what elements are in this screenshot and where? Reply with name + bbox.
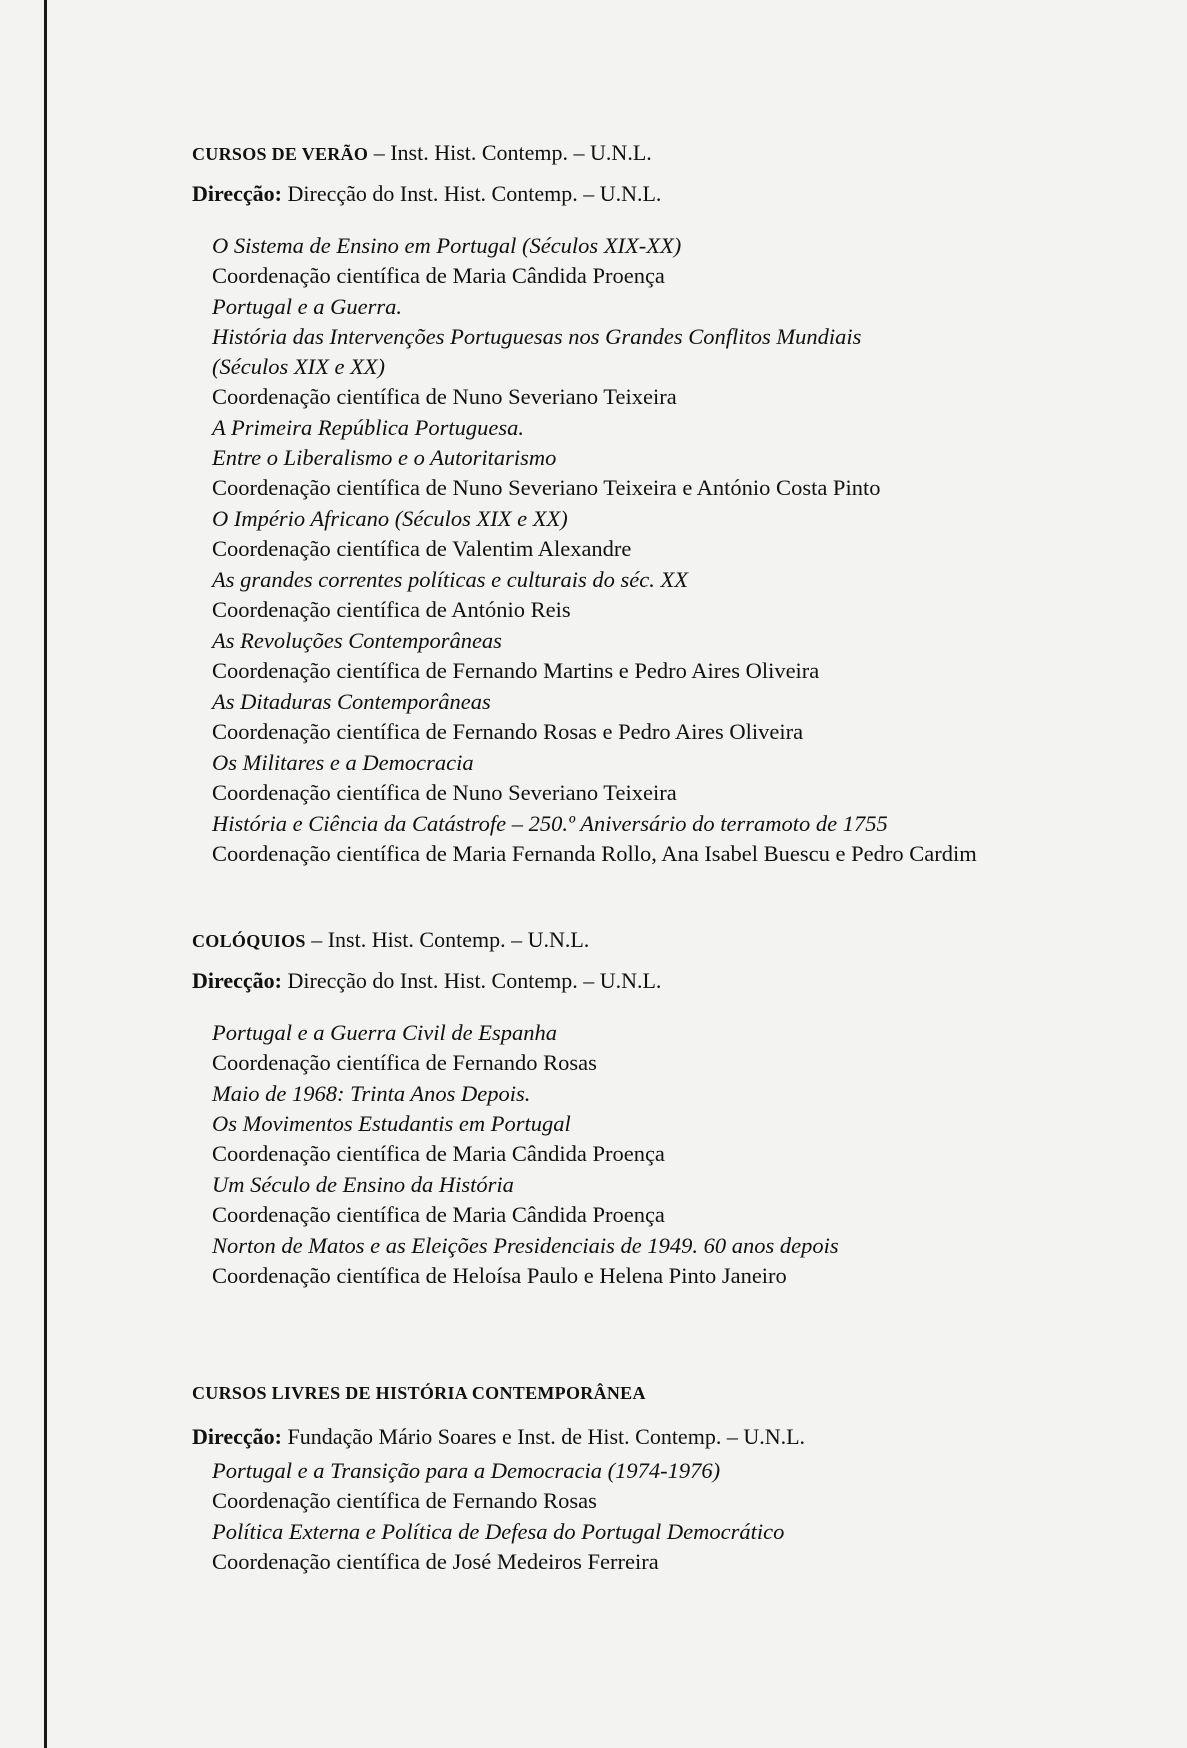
list-item — [212, 413, 977, 503]
section-heading: COLÓQUIOS – Inst. Hist. Contemp. – U.N.L. — [192, 927, 590, 952]
item-title: Entre o Liberalismo e o Autoritarismo — [212, 445, 557, 470]
list-item — [212, 748, 977, 808]
item-title: Norton de Matos e as Eleições Presidenciais de 1949. 60 anos depois — [212, 1233, 839, 1258]
section-heading: CURSOS DE VERÃO – Inst. Hist. Contemp. – U.N.L. — [192, 140, 652, 165]
item-title: Os Militares e a Democracia — [212, 750, 474, 775]
item-title: Maio de 1968: Trinta Anos Depois. — [212, 1081, 531, 1106]
section-heading: CURSOS LIVRES DE HISTÓRIA CONTEMPORÂNEA — [192, 1383, 646, 1403]
item-coordination: Coordenação científica de Fernando Rosas — [212, 1488, 597, 1513]
item-coordination: Coordenação científica de Maria Cândida Proença — [212, 263, 665, 288]
item-coordination: Coordenação científica de Fernando Martins e Pedro Aires Oliveira — [212, 658, 820, 683]
item-title: As grandes correntes políticas e culturais do séc. XX — [212, 567, 688, 592]
list-item — [212, 626, 977, 686]
list-item — [212, 1517, 805, 1577]
item-coordination: Coordenação científica de Maria Fernanda Rollo, Ana Isabel Buescu e Pedro Cardim — [212, 841, 977, 866]
list-item — [212, 292, 977, 412]
item-title: (Séculos XIX e XX) — [212, 354, 386, 379]
list-item — [212, 1231, 839, 1291]
item-title: História das Intervenções Portuguesas nos Grandes Conflitos Mundiais — [212, 324, 862, 349]
item-title: O Sistema de Ensino em Portugal (Séculos XIX-XX) — [212, 233, 682, 258]
item-coordination: Coordenação científica de Nuno Severiano Teixeira e António Costa Pinto — [212, 475, 881, 500]
list-item — [212, 1170, 839, 1230]
item-coordination: Coordenação científica de António Reis — [212, 597, 571, 622]
item-coordination: Coordenação científica de Fernando Rosas e Pedro Aires Oliveira — [212, 719, 804, 744]
section-coloquios — [192, 925, 839, 1292]
list-item — [212, 1018, 839, 1078]
item-coordination: Coordenação científica de Maria Cândida Proença — [212, 1141, 665, 1166]
item-coordination: Coordenação científica de José Medeiros Ferreira — [212, 1549, 659, 1574]
list-item — [212, 565, 977, 625]
item-title: O Império Africano (Séculos XIX e XX) — [212, 506, 568, 531]
item-title: Os Movimentos Estudantis em Portugal — [212, 1111, 571, 1136]
item-title: A Primeira República Portuguesa. — [212, 415, 525, 440]
direction-line: Direcção: Fundação Mário Soares e Inst. de Hist. Contemp. – U.N.L. — [192, 1424, 806, 1449]
direction-line: Direcção: Direcção do Inst. Hist. Contemp. – U.N.L. — [192, 968, 662, 993]
item-title: Portugal e a Transição para a Democracia (1974-1976) — [212, 1458, 721, 1483]
list-item — [212, 504, 977, 564]
list-item — [212, 1079, 839, 1169]
item-title: As Ditaduras Contemporâneas — [212, 689, 491, 714]
item-coordination: Coordenação científica de Heloísa Paulo e Helena Pinto Janeiro — [212, 1263, 787, 1288]
list-item — [212, 809, 977, 869]
section-cursos-de-verao — [192, 138, 977, 870]
item-coordination: Coordenação científica de Nuno Severiano Teixeira — [212, 780, 677, 805]
direction-line: Direcção: Direcção do Inst. Hist. Contemp. – U.N.L. — [192, 181, 662, 206]
item-coordination: Coordenação científica de Maria Cândida Proença — [212, 1202, 665, 1227]
item-title: Portugal e a Guerra Civil de Espanha — [212, 1020, 557, 1045]
list-item — [212, 1456, 805, 1516]
item-title: História e Ciência da Catástrofe – 250.º Aniversário do terramoto de 1755 — [212, 811, 888, 836]
page-binding-edge — [44, 0, 47, 1748]
item-title: As Revoluções Contemporâneas — [212, 628, 502, 653]
course-list — [212, 1456, 805, 1577]
list-item — [212, 687, 977, 747]
section-cursos-livres — [192, 1377, 805, 1578]
list-item — [212, 231, 977, 291]
course-list — [212, 231, 977, 869]
item-coordination: Coordenação científica de Fernando Rosas — [212, 1050, 597, 1075]
colloquium-list — [212, 1018, 839, 1291]
item-title: Portugal e a Guerra. — [212, 294, 402, 319]
item-coordination: Coordenação científica de Valentim Alexandre — [212, 536, 632, 561]
item-coordination: Coordenação científica de Nuno Severiano Teixeira — [212, 384, 677, 409]
item-title: Um Século de Ensino da História — [212, 1172, 514, 1197]
item-title: Política Externa e Política de Defesa do Portugal Democrático — [212, 1519, 785, 1544]
